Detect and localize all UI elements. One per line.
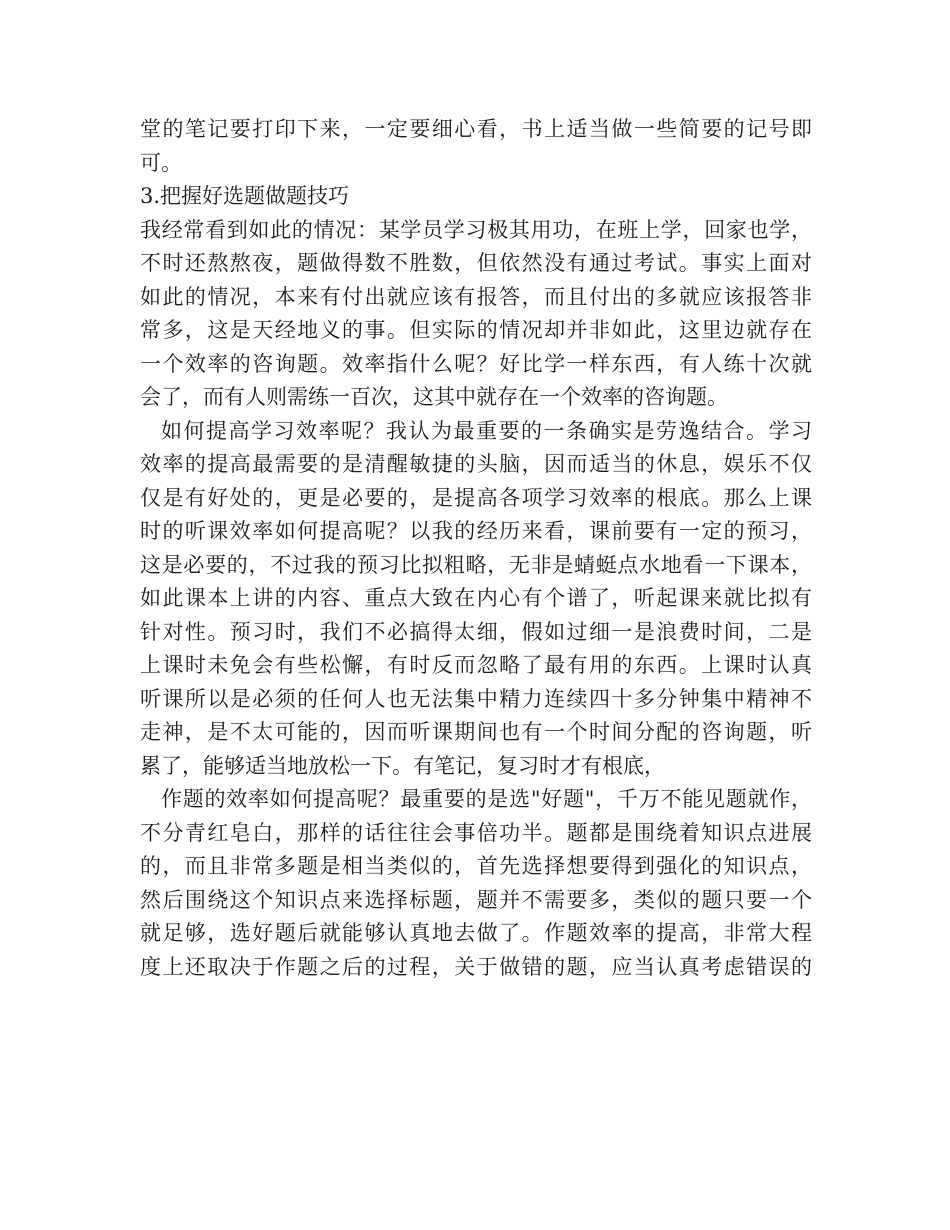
text-line: 就足够，选好题后就能够认真地去做了。作题效率的提高，非常大程	[140, 921, 812, 945]
text-line: 这是必要的，不过我的预习比拟粗略，无非是蜻蜓点水地看一下课本，	[140, 552, 812, 577]
document-body	[140, 113, 812, 984]
text-line: 仅是有好处的，更是必要的，是提高各项学习效率的根底。那么上课	[140, 485, 812, 510]
text-line: 我经常看到如此的情况：某学员学习极其用功，在班上学，回家也学，	[140, 217, 812, 242]
text-line: 一个效率的咨询题。效率指什么呢？好比学一样东西，有人练十次就	[140, 351, 812, 376]
text-line: 的，而且非常多题是相当类似的，首先选择想要得到强化的知识点，	[140, 854, 812, 878]
text-line: 针对性。预习时，我们不必搞得太细，假如过细一是浪费时间，二是	[140, 619, 812, 644]
text-line: 常多，这是天经地义的事。但实际的情况却并非如此，这里边就存在	[140, 318, 812, 342]
text-line: 不时还熬熬夜，题做得数不胜数，但依然没有通过考试。事实上面对	[140, 251, 812, 275]
section-heading: 3.把握好选题做题技巧	[140, 184, 350, 208]
text-line: 走神，是不太可能的，因而听课期间也有一个时间分配的咨询题，听	[140, 720, 812, 744]
text-line: 度上还取决于作题之后的过程，关于做错的题，应当认真考虑错误的	[140, 954, 812, 979]
text-line: 如何提高学习效率呢？我认为最重要的一条确实是劳逸结合。学习	[161, 418, 812, 443]
text-line: 效率的提高最需要的是清醒敏捷的头脑，因而适当的休息，娱乐不仅	[140, 452, 812, 476]
text-line: 上课时未免会有些松懈，有时反而忽略了最有用的东西。上课时认真	[140, 653, 812, 677]
text-line: 会了，而有人则需练一百次，这其中就存在一个效率的咨询题。	[140, 385, 728, 409]
text-line: 时的听课效率如何提高呢？以我的经历来看，课前要有一定的预习，	[140, 519, 812, 543]
text-line: 堂的笔记要打印下来，一定要细心看，书上适当做一些简要的记号即	[140, 117, 812, 141]
text-line: 累了，能够适当地放松一下。有笔记，复习时才有根底，	[140, 753, 665, 778]
text-line: 可。	[140, 150, 182, 175]
text-line: 如此课本上讲的内容、重点大致在内心有个谱了，听起课来就比拟有	[140, 586, 812, 610]
text-line: 作题的效率如何提高呢？最重要的是选"好题"，千万不能见题就作，	[161, 787, 812, 811]
text-line: 不分青红皂白，那样的话往往会事倍功半。题都是围绕着知识点进展	[140, 820, 812, 845]
text-line: 然后围绕这个知识点来选择标题，题并不需要多，类似的题只要一个	[140, 887, 812, 912]
text-line: 听课所以是必须的任何人也无法集中精力连续四十多分钟集中精神不	[140, 686, 812, 711]
text-line: 如此的情况，本来有付出就应该有报答，而且付出的多就应该报答非	[140, 284, 812, 309]
